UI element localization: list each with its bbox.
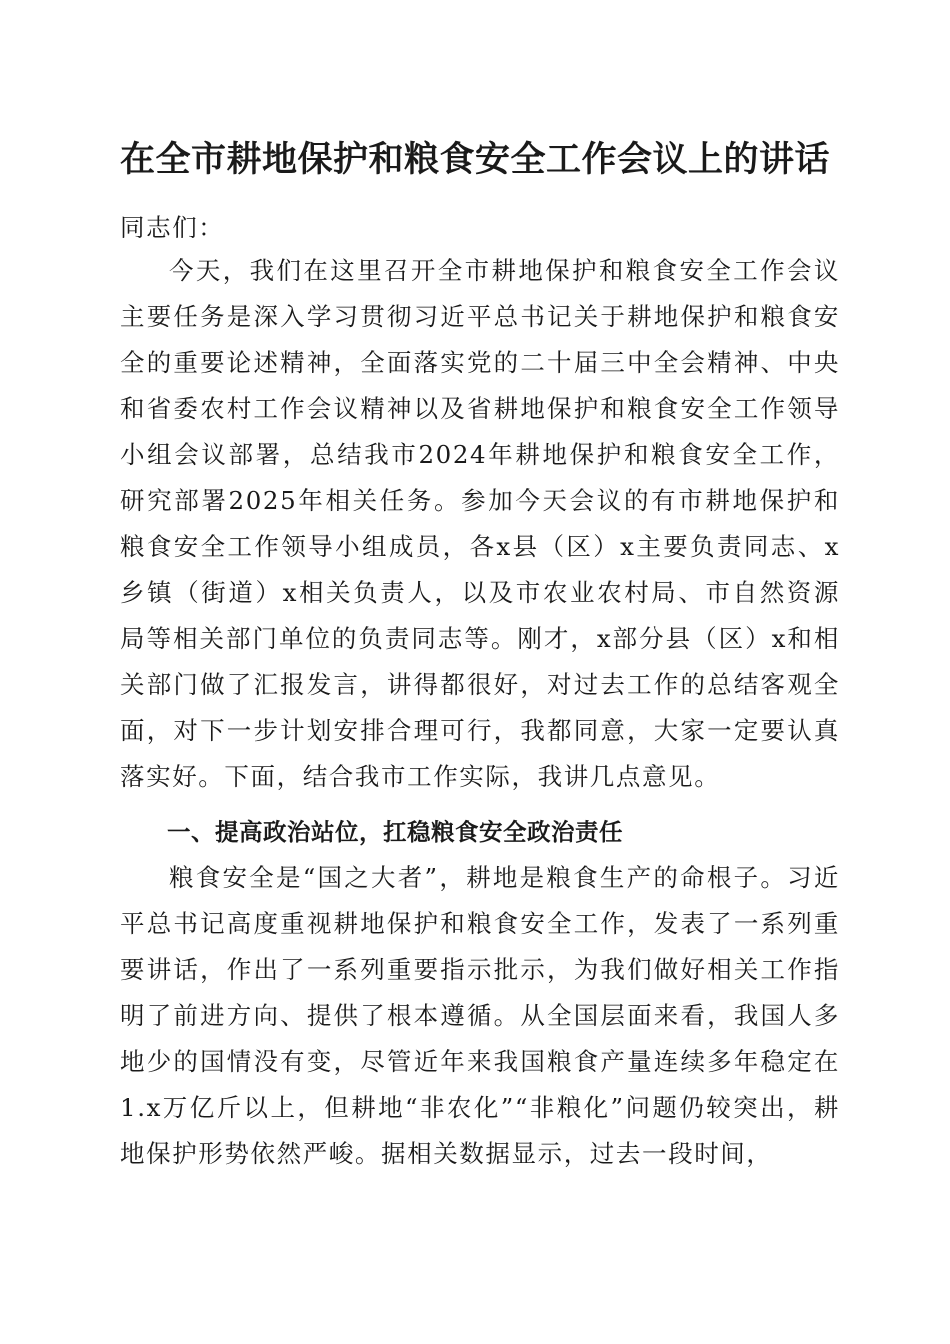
paragraph-2: 粮食安全是“国之大者”，耕地是粮食生产的命根子。习近平总书记高度重视耕地保护和粮食安全工作，发表了一系列重要讲话，作出了一系列重要指示批示，为我们做好相关工作指明了前进方向、提供了根本遵循。从全国层面来看，我国人多地少的国情没有变，尽管近年来我国粮食产量连续多年稳定在1.x万亿斤以上，但耕地“非农化”“非粮化”问题仍较突出，耕地保护形势依然严峻。据相关数据显示，过去一段时间， xyxy=(120,863,840,1168)
section-heading-1: 一、提高政治站位，扛稳粮食安全政治责任 xyxy=(167,818,623,846)
document-title: 在全市耕地保护和粮食安全工作会议上的讲话 xyxy=(119,139,830,180)
paragraph-1: 今天，我们在这里召开全市耕地保护和粮食安全工作会议主要任务是深入学习贯彻习近平总书记关于耕地保护和粮食安全的重要论述精神，全面落实党的二十届三中全会精神、中央和省委农村工作会议精神以及省耕地保护和粮食安全工作领导小组会议部署，总结我市2024年耕地保护和粮食安全工作，研究部署2025年相关任务。参加今天会议的有市耕地保护和粮食安全工作领导小组成员，各x县（区）x主要负责同志、x乡镇（街道）x相关负责人，以及市农业农村局、市自然资源局等相关部门单位的负责同志等。刚才，x部分县（区）x和相关部门做了汇报发言，讲得都很好，对过去工作的总结客观全面，对下一步计划安排合理可行，我都同意，大家一定要认真落实好。下面，结合我市工作实际，我讲几点意见。 xyxy=(120,256,840,791)
salutation: 同志们： xyxy=(120,213,225,242)
